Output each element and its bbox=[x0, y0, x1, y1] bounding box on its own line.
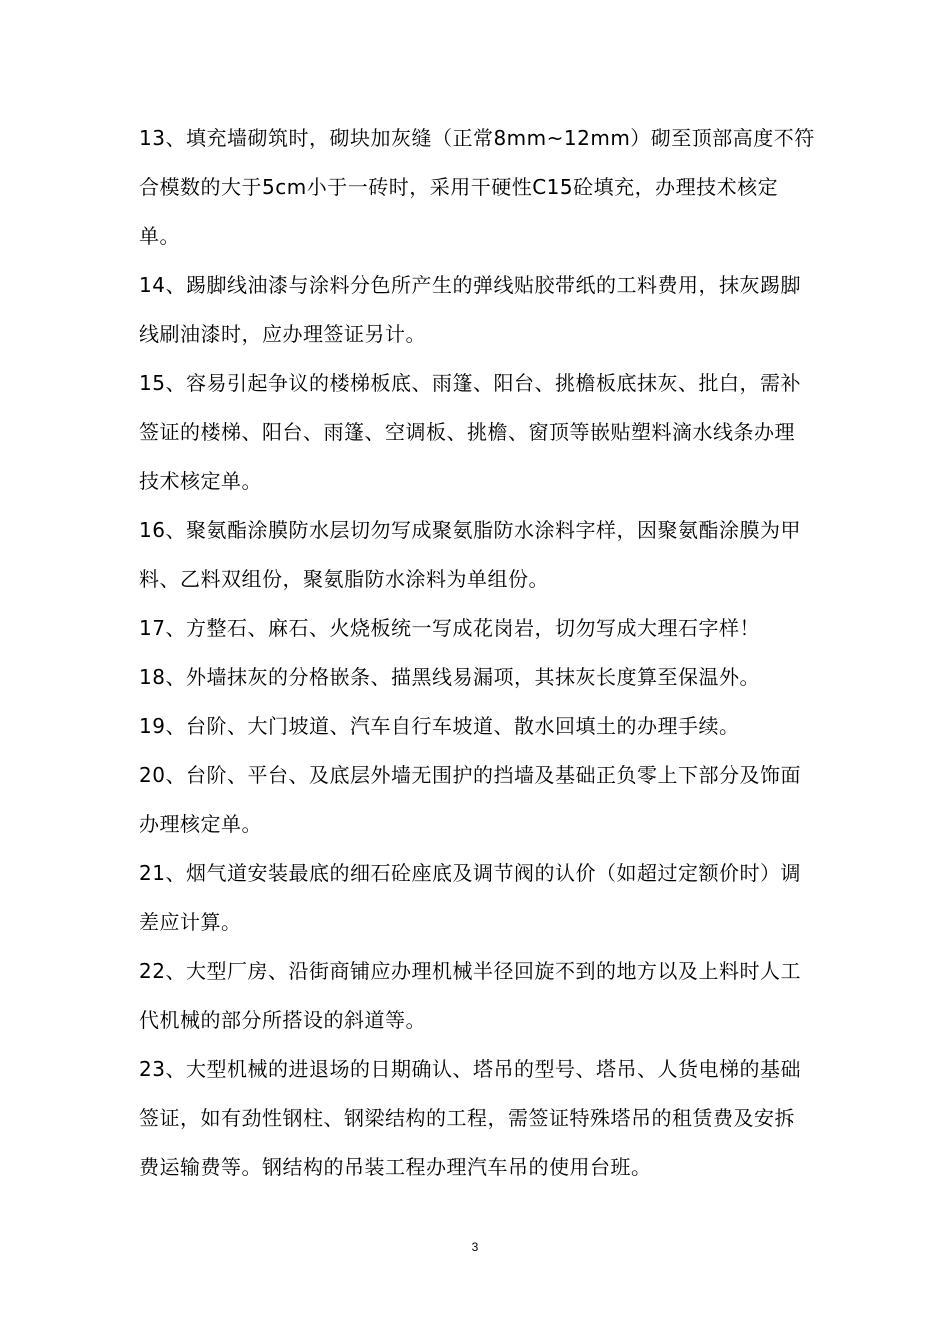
list-item-15: 15、容易引起争议的楼梯板底、雨篷、阳台、挑檐板底抹灰、批白，需补签证的楼梯、阳台、雨篷、空调板、挑檐、窗顶等嵌贴塑料滴水线条办理技术核定单。 bbox=[139, 371, 801, 493]
list-item-21: 21、烟气道安装最底的细石砼座底及调节阀的认价（如超过定额价时）调差应计算。 bbox=[139, 861, 801, 934]
list-item-13: 13、填充墙砌筑时，砌块加灰缝（正常8mm~12mm）砌至顶部高度不符合模数的大于5cm小于一砖时，采用干硬性C15砼填充，办理技术核定单。 bbox=[139, 126, 815, 248]
list-item-18: 18、外墙抹灰的分格嵌条、描黑线易漏项，其抹灰长度算至保温外。 bbox=[139, 665, 760, 689]
list-item-17: 17、方整石、麻石、火烧板统一写成花岗岩，切勿写成大理石字样！ bbox=[139, 616, 760, 640]
list-item-20: 20、台阶、平台、及底层外墙无围护的挡墙及基础正负零上下部分及饰面办理核定单。 bbox=[139, 763, 801, 836]
document-body bbox=[139, 114, 815, 1192]
list-item-22: 22、大型厂房、沿街商铺应办理机械半径回旋不到的地方以及上料时人工代机械的部分所搭设的斜道等。 bbox=[139, 959, 801, 1032]
list-item-16: 16、聚氨酯涂膜防水层切勿写成聚氨脂防水涂料字样，因聚氨酯涂膜为甲料、乙料双组份，聚氨脂防水涂料为单组份。 bbox=[139, 518, 801, 591]
list-item-19: 19、台阶、大门坡道、汽车自行车坡道、散水回填土的办理手续。 bbox=[139, 714, 740, 738]
list-item-23: 23、大型机械的进退场的日期确认、塔吊的型号、塔吊、人货电梯的基础签证，如有劲性钢柱、钢梁结构的工程，需签证特殊塔吊的租赁费及安拆费运输费等。钢结构的吊装工程办理汽车吊的使用台班。 bbox=[139, 1057, 801, 1179]
page-number: 3 bbox=[471, 1240, 479, 1254]
list-item-14: 14、踢脚线油漆与涂料分色所产生的弹线贴胶带纸的工料费用，抹灰踢脚线刷油漆时，应办理签证另计。 bbox=[139, 273, 801, 346]
